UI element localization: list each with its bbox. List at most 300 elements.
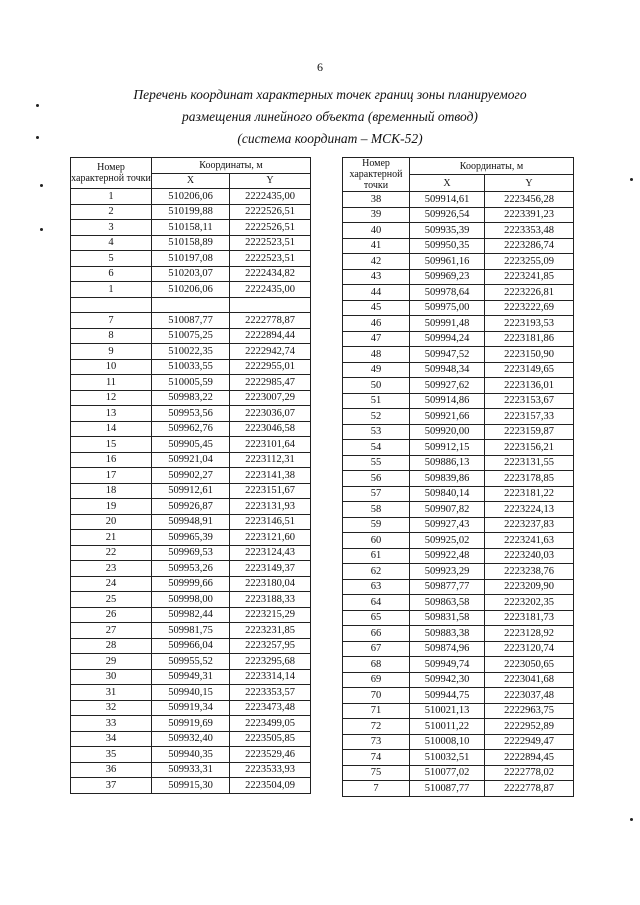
point-number-cell: 14 xyxy=(71,421,152,437)
y-coordinate-cell: 2223353,48 xyxy=(485,223,574,239)
table-row xyxy=(343,223,574,239)
point-number-cell: 49 xyxy=(343,362,410,378)
point-number-cell: 33 xyxy=(71,716,152,732)
point-number-cell: 13 xyxy=(71,406,152,422)
header-point-number: Номер характерной точки xyxy=(343,158,410,192)
point-number-cell: 63 xyxy=(343,579,410,595)
x-coordinate-cell: 509874,96 xyxy=(410,641,485,657)
y-coordinate-cell: 2222952,89 xyxy=(485,719,574,735)
header-x: X xyxy=(410,175,485,192)
x-coordinate-cell: 509981,75 xyxy=(152,623,230,639)
y-coordinate-cell: 2222523,51 xyxy=(230,251,311,267)
right-table-body xyxy=(343,192,574,797)
x-coordinate-cell: 509926,87 xyxy=(152,499,230,515)
point-number-cell: 35 xyxy=(71,747,152,763)
x-coordinate-cell: 509965,39 xyxy=(152,530,230,546)
page-number: 6 xyxy=(317,60,323,74)
point-number-cell: 69 xyxy=(343,672,410,688)
x-coordinate-cell: 510087,77 xyxy=(152,313,230,329)
point-number-cell: 1 xyxy=(71,189,152,205)
table-row xyxy=(71,762,311,778)
x-coordinate-cell: 509991,48 xyxy=(410,316,485,332)
point-number-cell: 34 xyxy=(71,731,152,747)
point-number-cell: 51 xyxy=(343,393,410,409)
title-line-1: Перечень координат характерных точек границ зоны планируемого xyxy=(133,87,527,102)
point-number-cell: 74 xyxy=(343,750,410,766)
y-coordinate-cell: 2223156,21 xyxy=(485,440,574,456)
y-coordinate-cell: 2222434,82 xyxy=(230,266,311,282)
point-number-cell: 1 xyxy=(71,282,152,298)
y-coordinate-cell: 2223231,85 xyxy=(230,623,311,639)
table-row xyxy=(71,251,311,267)
scan-speck xyxy=(40,228,43,231)
point-number-cell: 55 xyxy=(343,455,410,471)
y-coordinate-cell: 2223151,67 xyxy=(230,483,311,499)
point-number-cell: 18 xyxy=(71,483,152,499)
table-row xyxy=(71,623,311,639)
y-coordinate-cell: 2223124,43 xyxy=(230,545,311,561)
table-row xyxy=(343,564,574,580)
point-number-cell: 17 xyxy=(71,468,152,484)
title-line-3: (система координат – МСК-52) xyxy=(237,131,423,146)
y-coordinate-cell: 2222942,74 xyxy=(230,344,311,360)
y-coordinate-cell: 2223181,73 xyxy=(485,610,574,626)
table-row xyxy=(343,657,574,673)
table-row xyxy=(343,502,574,518)
x-coordinate-cell: 509949,74 xyxy=(410,657,485,673)
y-coordinate-cell: 2223181,22 xyxy=(485,486,574,502)
point-number-cell: 61 xyxy=(343,548,410,564)
table-row xyxy=(71,700,311,716)
table-row xyxy=(343,626,574,642)
y-coordinate-cell: 2223150,90 xyxy=(485,347,574,363)
x-coordinate-cell: 509940,15 xyxy=(152,685,230,701)
y-coordinate-cell: 2223504,09 xyxy=(230,778,311,794)
table-row xyxy=(343,393,574,409)
table-row xyxy=(343,207,574,223)
header-y: Y xyxy=(230,173,311,189)
point-number-cell: 68 xyxy=(343,657,410,673)
point-number-cell: 65 xyxy=(343,610,410,626)
x-coordinate-cell: 510005,59 xyxy=(152,375,230,391)
table-row xyxy=(343,703,574,719)
table-row xyxy=(343,285,574,301)
point-number-cell: 47 xyxy=(343,331,410,347)
point-number-cell: 20 xyxy=(71,514,152,530)
y-coordinate-cell: 2223456,28 xyxy=(485,192,574,208)
x-coordinate-cell: 510033,55 xyxy=(152,359,230,375)
y-coordinate-cell: 2223473,48 xyxy=(230,700,311,716)
y-coordinate-cell: 2223226,81 xyxy=(485,285,574,301)
x-coordinate-cell: 509915,30 xyxy=(152,778,230,794)
point-number-cell: 29 xyxy=(71,654,152,670)
table-row xyxy=(71,499,311,515)
coordinates-table-right xyxy=(342,157,574,797)
y-coordinate-cell: 2223136,01 xyxy=(485,378,574,394)
x-coordinate-cell: 510011,22 xyxy=(410,719,485,735)
x-coordinate-cell: 509966,04 xyxy=(152,638,230,654)
table-row xyxy=(71,545,311,561)
y-coordinate-cell: 2223533,93 xyxy=(230,762,311,778)
x-coordinate-cell: 509953,56 xyxy=(152,406,230,422)
x-coordinate-cell: 509962,76 xyxy=(152,421,230,437)
point-number-cell: 73 xyxy=(343,734,410,750)
point-number-cell: 62 xyxy=(343,564,410,580)
x-coordinate-cell: 509982,44 xyxy=(152,607,230,623)
table-row xyxy=(343,579,574,595)
x-coordinate-cell: 509925,02 xyxy=(410,533,485,549)
y-coordinate-cell: 2223157,33 xyxy=(485,409,574,425)
table-row xyxy=(343,610,574,626)
table-row xyxy=(343,440,574,456)
x-coordinate-cell: 509921,66 xyxy=(410,409,485,425)
x-coordinate-cell: 509955,52 xyxy=(152,654,230,670)
point-number-cell: 43 xyxy=(343,269,410,285)
document-title xyxy=(60,84,600,150)
table-row xyxy=(71,483,311,499)
header-y: Y xyxy=(485,175,574,192)
y-coordinate-cell: 2222778,87 xyxy=(230,313,311,329)
table-row xyxy=(343,269,574,285)
point-number-cell: 7 xyxy=(71,313,152,329)
point-number-cell: 16 xyxy=(71,452,152,468)
table-row xyxy=(71,189,311,205)
table-row xyxy=(343,486,574,502)
x-coordinate-cell: 509969,23 xyxy=(410,269,485,285)
point-number-cell xyxy=(71,297,152,313)
point-number-cell: 53 xyxy=(343,424,410,440)
y-coordinate-cell: 2223241,85 xyxy=(485,269,574,285)
y-coordinate-cell: 2223041,68 xyxy=(485,672,574,688)
y-coordinate-cell: 2223391,23 xyxy=(485,207,574,223)
y-coordinate-cell: 2223215,29 xyxy=(230,607,311,623)
x-coordinate-cell: 510075,25 xyxy=(152,328,230,344)
y-coordinate-cell: 2222955,01 xyxy=(230,359,311,375)
y-coordinate-cell: 2223237,83 xyxy=(485,517,574,533)
y-coordinate-cell: 2223121,60 xyxy=(230,530,311,546)
point-number-cell: 41 xyxy=(343,238,410,254)
x-coordinate-cell: 509927,43 xyxy=(410,517,485,533)
scan-speck xyxy=(36,104,39,107)
point-number-cell: 22 xyxy=(71,545,152,561)
x-coordinate-cell: 509950,35 xyxy=(410,238,485,254)
point-number-cell: 24 xyxy=(71,576,152,592)
x-coordinate-cell: 509907,82 xyxy=(410,502,485,518)
title-line-2: размещения линейного объекта (временный отвод) xyxy=(182,109,478,124)
table-row xyxy=(71,328,311,344)
x-coordinate-cell: 509919,69 xyxy=(152,716,230,732)
table-row xyxy=(343,471,574,487)
y-coordinate-cell: 2223181,86 xyxy=(485,331,574,347)
point-number-cell: 12 xyxy=(71,390,152,406)
x-coordinate-cell: 509877,77 xyxy=(410,579,485,595)
point-number-cell: 30 xyxy=(71,669,152,685)
x-coordinate-cell: 510199,88 xyxy=(152,204,230,220)
y-coordinate-cell: 2222778,02 xyxy=(485,765,574,781)
table-row xyxy=(343,316,574,332)
x-coordinate-cell: 510206,06 xyxy=(152,189,230,205)
table-row xyxy=(343,734,574,750)
point-number-cell: 44 xyxy=(343,285,410,301)
y-coordinate-cell: 2223141,38 xyxy=(230,468,311,484)
y-coordinate-cell: 2222435,00 xyxy=(230,189,311,205)
table-row xyxy=(343,331,574,347)
header-x: X xyxy=(152,173,230,189)
table-row xyxy=(71,561,311,577)
y-coordinate-cell: 2223224,13 xyxy=(485,502,574,518)
point-number-cell: 6 xyxy=(71,266,152,282)
table-row xyxy=(71,592,311,608)
y-coordinate-cell: 2223050,65 xyxy=(485,657,574,673)
y-coordinate-cell: 2223209,90 xyxy=(485,579,574,595)
y-coordinate-cell: 2223353,57 xyxy=(230,685,311,701)
x-coordinate-cell: 509932,40 xyxy=(152,731,230,747)
point-number-cell: 71 xyxy=(343,703,410,719)
x-coordinate-cell: 509947,52 xyxy=(410,347,485,363)
y-coordinate-cell: 2223241,63 xyxy=(485,533,574,549)
y-coordinate-cell: 2223238,76 xyxy=(485,564,574,580)
x-coordinate-cell: 510032,51 xyxy=(410,750,485,766)
point-number-cell: 66 xyxy=(343,626,410,642)
x-coordinate-cell: 510206,06 xyxy=(152,282,230,298)
table-row xyxy=(71,313,311,329)
x-coordinate-cell xyxy=(152,297,230,313)
y-coordinate-cell: 2223159,87 xyxy=(485,424,574,440)
point-number-cell: 15 xyxy=(71,437,152,453)
x-coordinate-cell: 510087,77 xyxy=(410,781,485,797)
x-coordinate-cell: 509921,04 xyxy=(152,452,230,468)
x-coordinate-cell: 510203,07 xyxy=(152,266,230,282)
point-number-cell: 67 xyxy=(343,641,410,657)
y-coordinate-cell: 2223257,95 xyxy=(230,638,311,654)
header-coordinates: Координаты, м xyxy=(152,158,311,174)
point-number-cell: 37 xyxy=(71,778,152,794)
y-coordinate-cell: 2222894,45 xyxy=(485,750,574,766)
point-number-cell: 70 xyxy=(343,688,410,704)
x-coordinate-cell: 510077,02 xyxy=(410,765,485,781)
x-coordinate-cell: 509912,61 xyxy=(152,483,230,499)
y-coordinate-cell: 2223255,09 xyxy=(485,254,574,270)
y-coordinate-cell: 2223112,31 xyxy=(230,452,311,468)
x-coordinate-cell: 510021,13 xyxy=(410,703,485,719)
table-row xyxy=(71,235,311,251)
table-row xyxy=(71,747,311,763)
y-coordinate-cell: 2223146,51 xyxy=(230,514,311,530)
point-number-cell: 64 xyxy=(343,595,410,611)
y-coordinate-cell: 2223314,14 xyxy=(230,669,311,685)
y-coordinate-cell: 2223180,04 xyxy=(230,576,311,592)
table-row xyxy=(343,750,574,766)
y-coordinate-cell: 2223240,03 xyxy=(485,548,574,564)
y-coordinate-cell: 2223193,53 xyxy=(485,316,574,332)
x-coordinate-cell: 509978,64 xyxy=(410,285,485,301)
y-coordinate-cell: 2222526,51 xyxy=(230,204,311,220)
point-number-cell: 52 xyxy=(343,409,410,425)
table-row xyxy=(71,421,311,437)
table-row xyxy=(71,437,311,453)
x-coordinate-cell: 509886,13 xyxy=(410,455,485,471)
table-row xyxy=(343,192,574,208)
table-row xyxy=(71,778,311,794)
x-coordinate-cell: 509831,58 xyxy=(410,610,485,626)
point-number-cell: 46 xyxy=(343,316,410,332)
table-row xyxy=(343,781,574,797)
table-row xyxy=(71,266,311,282)
point-number-cell: 5 xyxy=(71,251,152,267)
y-coordinate-cell: 2222523,51 xyxy=(230,235,311,251)
y-coordinate-cell: 2223202,35 xyxy=(485,595,574,611)
table-row xyxy=(343,409,574,425)
point-number-cell: 23 xyxy=(71,561,152,577)
y-coordinate-cell: 2223128,92 xyxy=(485,626,574,642)
x-coordinate-cell: 509994,24 xyxy=(410,331,485,347)
table-row xyxy=(343,765,574,781)
point-number-cell: 60 xyxy=(343,533,410,549)
table-row xyxy=(343,347,574,363)
x-coordinate-cell: 509863,58 xyxy=(410,595,485,611)
x-coordinate-cell: 509923,29 xyxy=(410,564,485,580)
table-row xyxy=(71,204,311,220)
table-row xyxy=(71,685,311,701)
point-number-cell: 75 xyxy=(343,765,410,781)
table-row xyxy=(71,297,311,313)
x-coordinate-cell: 509933,31 xyxy=(152,762,230,778)
table-row xyxy=(71,359,311,375)
table-row xyxy=(71,468,311,484)
x-coordinate-cell: 510158,11 xyxy=(152,220,230,236)
y-coordinate-cell: 2223007,29 xyxy=(230,390,311,406)
point-number-cell: 58 xyxy=(343,502,410,518)
table-row xyxy=(343,424,574,440)
x-coordinate-cell: 510158,89 xyxy=(152,235,230,251)
point-number-cell: 57 xyxy=(343,486,410,502)
table-row xyxy=(71,220,311,236)
point-number-cell: 3 xyxy=(71,220,152,236)
table-row xyxy=(71,731,311,747)
x-coordinate-cell: 510022,35 xyxy=(152,344,230,360)
table-row xyxy=(71,406,311,422)
y-coordinate-cell: 2222778,87 xyxy=(485,781,574,797)
table-row xyxy=(71,669,311,685)
x-coordinate-cell: 509914,86 xyxy=(410,393,485,409)
y-coordinate-cell: 2223295,68 xyxy=(230,654,311,670)
table-row xyxy=(343,533,574,549)
y-coordinate-cell: 2223101,64 xyxy=(230,437,311,453)
table-row xyxy=(71,452,311,468)
point-number-cell: 8 xyxy=(71,328,152,344)
x-coordinate-cell: 509942,30 xyxy=(410,672,485,688)
left-table-body xyxy=(71,189,311,794)
x-coordinate-cell: 509920,00 xyxy=(410,424,485,440)
x-coordinate-cell: 509919,34 xyxy=(152,700,230,716)
scan-speck xyxy=(40,184,43,187)
table-row xyxy=(343,362,574,378)
y-coordinate-cell: 2223120,74 xyxy=(485,641,574,657)
x-coordinate-cell: 509948,91 xyxy=(152,514,230,530)
y-coordinate-cell: 2222963,75 xyxy=(485,703,574,719)
y-coordinate-cell: 2223178,85 xyxy=(485,471,574,487)
table-row xyxy=(71,375,311,391)
point-number-cell: 32 xyxy=(71,700,152,716)
y-coordinate-cell: 2223188,33 xyxy=(230,592,311,608)
point-number-cell: 11 xyxy=(71,375,152,391)
header-coordinates: Координаты, м xyxy=(410,158,574,175)
point-number-cell: 25 xyxy=(71,592,152,608)
point-number-cell: 21 xyxy=(71,530,152,546)
table-row xyxy=(343,238,574,254)
x-coordinate-cell: 509953,26 xyxy=(152,561,230,577)
point-number-cell: 19 xyxy=(71,499,152,515)
x-coordinate-cell: 509912,15 xyxy=(410,440,485,456)
table-row xyxy=(343,641,574,657)
table-row xyxy=(343,672,574,688)
point-number-cell: 28 xyxy=(71,638,152,654)
table-row xyxy=(343,548,574,564)
y-coordinate-cell: 2223046,58 xyxy=(230,421,311,437)
x-coordinate-cell: 509998,00 xyxy=(152,592,230,608)
point-number-cell: 10 xyxy=(71,359,152,375)
x-coordinate-cell: 509927,62 xyxy=(410,378,485,394)
y-coordinate-cell: 2223149,37 xyxy=(230,561,311,577)
point-number-cell: 31 xyxy=(71,685,152,701)
table-row xyxy=(71,638,311,654)
x-coordinate-cell: 509922,48 xyxy=(410,548,485,564)
x-coordinate-cell: 509999,66 xyxy=(152,576,230,592)
x-coordinate-cell: 509935,39 xyxy=(410,223,485,239)
table-row xyxy=(71,654,311,670)
y-coordinate-cell: 2223222,69 xyxy=(485,300,574,316)
y-coordinate-cell: 2222894,44 xyxy=(230,328,311,344)
header-point-number: Номер характерной точки xyxy=(71,158,152,189)
y-coordinate-cell: 2223149,65 xyxy=(485,362,574,378)
x-coordinate-cell: 509840,14 xyxy=(410,486,485,502)
point-number-cell: 54 xyxy=(343,440,410,456)
x-coordinate-cell: 509940,35 xyxy=(152,747,230,763)
point-number-cell: 42 xyxy=(343,254,410,270)
x-coordinate-cell: 509905,45 xyxy=(152,437,230,453)
y-coordinate-cell: 2223037,48 xyxy=(485,688,574,704)
y-coordinate-cell: 2223036,07 xyxy=(230,406,311,422)
point-number-cell: 50 xyxy=(343,378,410,394)
y-coordinate-cell: 2223131,55 xyxy=(485,455,574,471)
table-row xyxy=(71,514,311,530)
x-coordinate-cell: 510008,10 xyxy=(410,734,485,750)
x-coordinate-cell: 509949,31 xyxy=(152,669,230,685)
y-coordinate-cell: 2222985,47 xyxy=(230,375,311,391)
x-coordinate-cell: 509975,00 xyxy=(410,300,485,316)
y-coordinate-cell xyxy=(230,297,311,313)
x-coordinate-cell: 509961,16 xyxy=(410,254,485,270)
coordinates-table-left xyxy=(70,157,311,794)
y-coordinate-cell: 2223505,85 xyxy=(230,731,311,747)
y-coordinate-cell: 2222435,00 xyxy=(230,282,311,298)
table-row xyxy=(71,607,311,623)
table-row xyxy=(71,390,311,406)
table-row xyxy=(343,719,574,735)
x-coordinate-cell: 510197,08 xyxy=(152,251,230,267)
scan-speck xyxy=(630,178,633,181)
x-coordinate-cell: 509944,75 xyxy=(410,688,485,704)
point-number-cell: 2 xyxy=(71,204,152,220)
table-row xyxy=(343,300,574,316)
point-number-cell: 48 xyxy=(343,347,410,363)
table-row xyxy=(343,378,574,394)
table-row xyxy=(343,595,574,611)
point-number-cell: 9 xyxy=(71,344,152,360)
point-number-cell: 45 xyxy=(343,300,410,316)
point-number-cell: 39 xyxy=(343,207,410,223)
y-coordinate-cell: 2223286,74 xyxy=(485,238,574,254)
